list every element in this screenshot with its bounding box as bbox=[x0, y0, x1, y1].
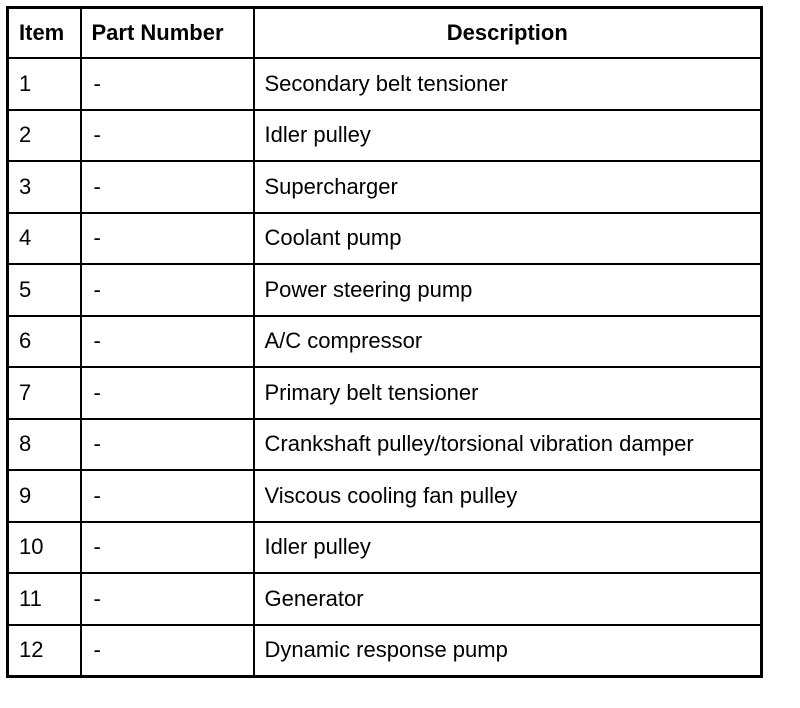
table-row bbox=[8, 367, 762, 419]
cell-item: 9 bbox=[8, 470, 81, 522]
cell-part-number: - bbox=[81, 58, 254, 110]
table-row bbox=[8, 419, 762, 471]
cell-description: Primary belt tensioner bbox=[254, 367, 762, 419]
cell-item: 10 bbox=[8, 522, 81, 574]
cell-part-number: - bbox=[81, 264, 254, 316]
cell-description: Viscous cooling fan pulley bbox=[254, 470, 762, 522]
cell-description: Generator bbox=[254, 573, 762, 625]
cell-description: A/C compressor bbox=[254, 316, 762, 368]
cell-description: Power steering pump bbox=[254, 264, 762, 316]
parts-table bbox=[6, 6, 763, 678]
header-description: Description bbox=[254, 8, 762, 59]
table-row bbox=[8, 213, 762, 265]
cell-part-number: - bbox=[81, 470, 254, 522]
cell-item: 8 bbox=[8, 419, 81, 471]
cell-description: Crankshaft pulley/torsional vibration damper bbox=[254, 419, 762, 471]
cell-description: Secondary belt tensioner bbox=[254, 58, 762, 110]
table-row bbox=[8, 58, 762, 110]
cell-item: 12 bbox=[8, 625, 81, 677]
cell-part-number: - bbox=[81, 110, 254, 162]
cell-item: 4 bbox=[8, 213, 81, 265]
cell-item: 2 bbox=[8, 110, 81, 162]
cell-part-number: - bbox=[81, 316, 254, 368]
cell-part-number: - bbox=[81, 419, 254, 471]
cell-description: Supercharger bbox=[254, 161, 762, 213]
cell-item: 7 bbox=[8, 367, 81, 419]
header-row bbox=[8, 8, 762, 59]
table-row bbox=[8, 161, 762, 213]
table-row bbox=[8, 625, 762, 677]
cell-item: 1 bbox=[8, 58, 81, 110]
header-item: Item bbox=[8, 8, 81, 59]
table-body bbox=[8, 58, 762, 677]
table-row bbox=[8, 522, 762, 574]
cell-part-number: - bbox=[81, 213, 254, 265]
cell-description: Idler pulley bbox=[254, 110, 762, 162]
cell-part-number: - bbox=[81, 625, 254, 677]
table-row bbox=[8, 470, 762, 522]
table-row bbox=[8, 110, 762, 162]
cell-part-number: - bbox=[81, 522, 254, 574]
cell-item: 5 bbox=[8, 264, 81, 316]
table-row bbox=[8, 316, 762, 368]
cell-item: 11 bbox=[8, 573, 81, 625]
cell-description: Idler pulley bbox=[254, 522, 762, 574]
cell-part-number: - bbox=[81, 161, 254, 213]
header-part-number: Part Number bbox=[81, 8, 254, 59]
cell-description: Dynamic response pump bbox=[254, 625, 762, 677]
cell-item: 6 bbox=[8, 316, 81, 368]
cell-part-number: - bbox=[81, 367, 254, 419]
table-row bbox=[8, 573, 762, 625]
table-header bbox=[8, 8, 762, 59]
cell-description: Coolant pump bbox=[254, 213, 762, 265]
cell-item: 3 bbox=[8, 161, 81, 213]
table-row bbox=[8, 264, 762, 316]
cell-part-number: - bbox=[81, 573, 254, 625]
